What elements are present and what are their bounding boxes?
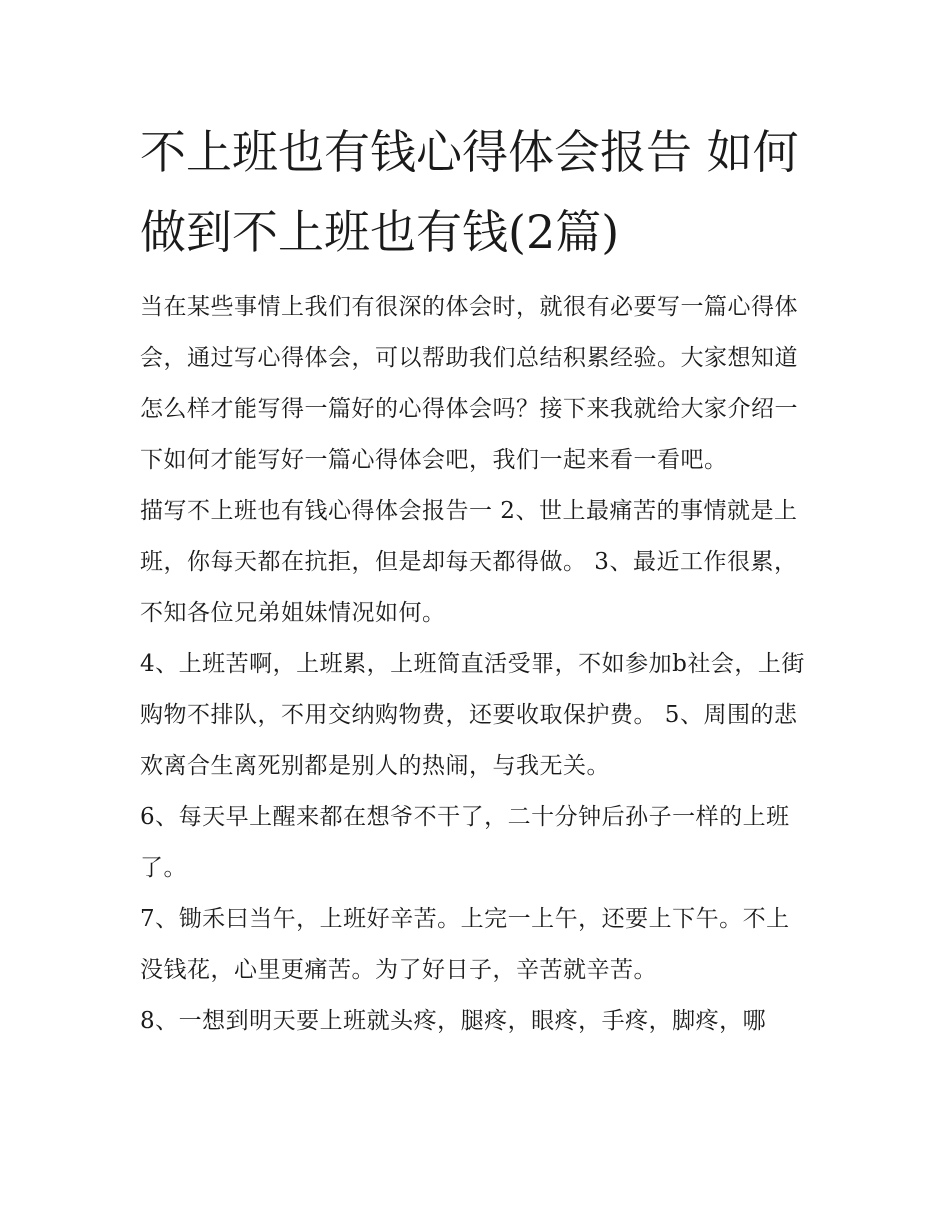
paragraph-intro: 当在某些事情上我们有很深的体会时，就很有必要写一篇心得体会，通过写心得体会，可以帮助我们总结积累经验。大家想知道怎么样才能写得一篇好的心得体会吗？接下来我就给大家介绍一下如何才能写好一篇心得体会吧，我们一起来看一看吧。 — [140, 294, 798, 473]
document-page — [140, 112, 812, 1047]
paragraph-4: 7、锄禾曰当午，上班好辛苦。上完一上午，还要上下午。不上没钱花，心里更痛苦。为了好日子，辛苦就辛苦。 — [140, 906, 790, 983]
document-title: 不上班也有钱心得体会报告 如何做到不上班也有钱(2篇) — [140, 125, 799, 259]
paragraph-3: 6、每天早上醒来都在想爷不干了，二十分钟后孙子一样的上班了。 — [140, 804, 790, 881]
paragraph-2: 4、上班苦啊，上班累，上班简直活受罪，不如参加b社会，上街购物不排队，不用交纳购物费，还要收取保护费。 5、周围的悲欢离合生离死别都是别人的热闹，与我无关。 — [140, 651, 805, 779]
paragraph-1: 描写不上班也有钱心得体会报告一 2、世上最痛苦的事情就是上班，你每天都在抗拒，但是却每天都得做。 3、最近工作很累，不知各位兄弟姐妹情况如何。 — [140, 498, 798, 626]
paragraph-5: 8、一想到明天要上班就头疼，腿疼，眼疼，手疼，脚疼，哪 — [140, 1008, 767, 1034]
